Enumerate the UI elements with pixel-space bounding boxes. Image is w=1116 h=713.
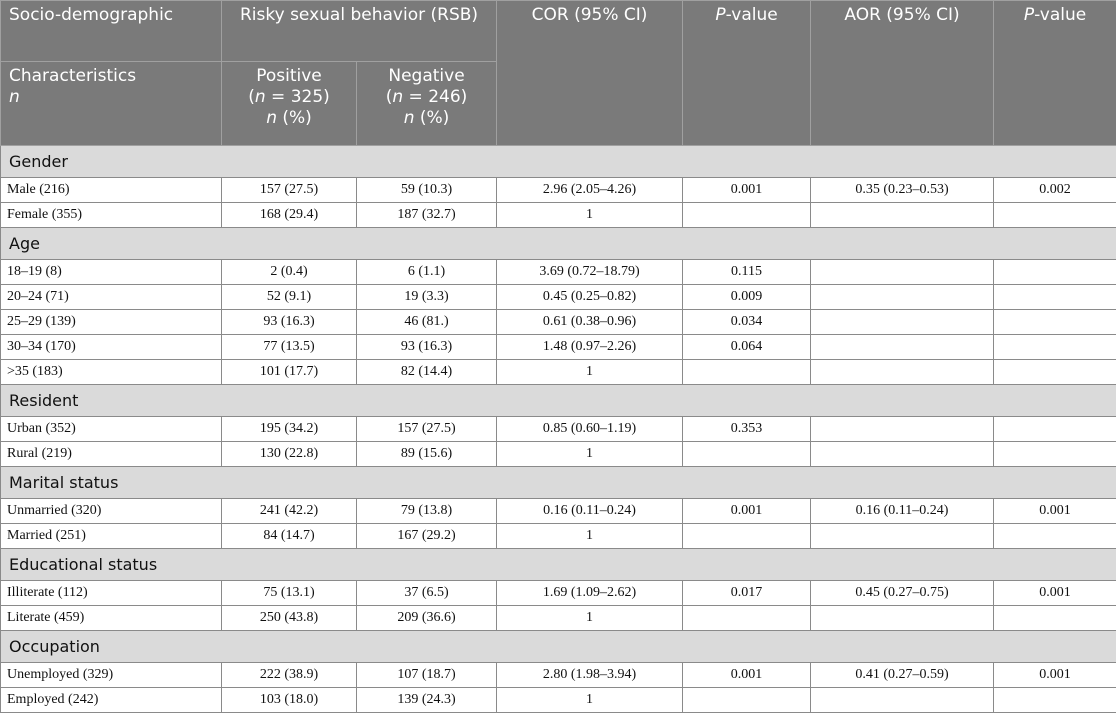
table-cell [683,606,811,631]
table-cell [811,285,994,310]
header-socio-demographic: Socio-demographic [1,1,222,62]
table-cell [994,417,1116,442]
table-cell: 187 (32.7) [357,203,497,228]
table-cell: 79 (13.8) [357,499,497,524]
table-row [1,360,1116,385]
table-cell [994,260,1116,285]
table-row [1,524,1116,549]
table-cell: 1 [497,606,683,631]
row-label: >35 (183) [1,360,222,385]
table-cell: 19 (3.3) [357,285,497,310]
table-cell [994,310,1116,335]
table-cell: 167 (29.2) [357,524,497,549]
table-cell [994,203,1116,228]
header-cor: COR (95% CI) [497,1,683,146]
table-cell: 250 (43.8) [222,606,357,631]
group-label: Occupation [1,631,1116,663]
table-row [1,499,1116,524]
group-label: Educational status [1,549,1116,581]
table-cell: 77 (13.5) [222,335,357,360]
table-cell: 1 [497,524,683,549]
table-cell: 52 (9.1) [222,285,357,310]
table-cell: 139 (24.3) [357,688,497,713]
table-cell: 2.80 (1.98–3.94) [497,663,683,688]
table-row [1,178,1116,203]
row-label: 30–34 (170) [1,335,222,360]
table-cell [994,360,1116,385]
table-cell: 0.001 [994,663,1116,688]
table-cell [994,524,1116,549]
table-cell: 37 (6.5) [357,581,497,606]
table-cell: 1.69 (1.09–2.62) [497,581,683,606]
table-cell: 0.115 [683,260,811,285]
header-characteristics: Characteristics n [1,62,222,146]
group-row [1,549,1116,581]
table-cell [683,360,811,385]
group-label: Gender [1,146,1116,178]
table-cell [994,335,1116,360]
group-label: Marital status [1,467,1116,499]
table-cell: 0.41 (0.27–0.59) [811,663,994,688]
table-cell [994,688,1116,713]
table-cell: 0.064 [683,335,811,360]
table-cell [811,606,994,631]
table-cell: 0.353 [683,417,811,442]
table-cell: 0.034 [683,310,811,335]
table-cell: 157 (27.5) [222,178,357,203]
table-cell: 107 (18.7) [357,663,497,688]
table-cell: 84 (14.7) [222,524,357,549]
table-cell: 209 (36.6) [357,606,497,631]
row-label: Rural (219) [1,442,222,467]
table-cell: 82 (14.4) [357,360,497,385]
table-cell: 0.85 (0.60–1.19) [497,417,683,442]
table-cell: 222 (38.9) [222,663,357,688]
table-cell [683,442,811,467]
row-label: Unmarried (320) [1,499,222,524]
row-label: 20–24 (71) [1,285,222,310]
table-cell: 0.45 (0.27–0.75) [811,581,994,606]
table-header [1,1,1116,146]
table-cell: 0.61 (0.38–0.96) [497,310,683,335]
table-cell [811,310,994,335]
row-label: Literate (459) [1,606,222,631]
table-cell: 46 (81.) [357,310,497,335]
group-label: Resident [1,385,1116,417]
header-p-value-cor: P-value [683,1,811,146]
header-negative: Negative (n = 246) n (%) [357,62,497,146]
table-cell: 0.001 [994,581,1116,606]
table-cell: 241 (42.2) [222,499,357,524]
group-label: Age [1,228,1116,260]
table-cell [811,335,994,360]
table-row [1,285,1116,310]
header-positive: Positive (n = 325) n (%) [222,62,357,146]
group-row [1,228,1116,260]
table-cell: 157 (27.5) [357,417,497,442]
table-row [1,335,1116,360]
table-cell: 1 [497,442,683,467]
group-row [1,146,1116,178]
table-cell: 103 (18.0) [222,688,357,713]
row-label: Married (251) [1,524,222,549]
table-cell [994,285,1116,310]
row-label: Male (216) [1,178,222,203]
table-cell [811,442,994,467]
table-row [1,663,1116,688]
row-label: 18–19 (8) [1,260,222,285]
table-cell: 0.45 (0.25–0.82) [497,285,683,310]
table-row [1,417,1116,442]
table-cell: 89 (15.6) [357,442,497,467]
table-row [1,688,1116,713]
table-cell: 101 (17.7) [222,360,357,385]
table-row [1,442,1116,467]
table-cell: 0.009 [683,285,811,310]
table-cell: 0.001 [683,663,811,688]
row-label: Illiterate (112) [1,581,222,606]
table-cell [811,524,994,549]
header-risky-sexual-behavior: Risky sexual behavior (RSB) [222,1,497,62]
table-cell: 1 [497,360,683,385]
group-row [1,631,1116,663]
table-row [1,310,1116,335]
table-cell: 6 (1.1) [357,260,497,285]
table-cell [811,260,994,285]
table-cell: 1 [497,203,683,228]
table-cell: 93 (16.3) [222,310,357,335]
table-cell: 0.16 (0.11–0.24) [497,499,683,524]
header-p-value-aor: P-value [994,1,1116,146]
table-row [1,606,1116,631]
table-cell: 2.96 (2.05–4.26) [497,178,683,203]
table-row [1,203,1116,228]
table-cell [683,688,811,713]
table-cell: 93 (16.3) [357,335,497,360]
table-cell: 0.017 [683,581,811,606]
table-cell [811,688,994,713]
table-cell [811,360,994,385]
table-row [1,581,1116,606]
row-label: Unemployed (329) [1,663,222,688]
table-row [1,260,1116,285]
table-cell: 0.35 (0.23–0.53) [811,178,994,203]
table-cell: 2 (0.4) [222,260,357,285]
table-cell [994,442,1116,467]
table-cell: 0.002 [994,178,1116,203]
table-cell: 195 (34.2) [222,417,357,442]
table-cell [811,417,994,442]
table-cell: 168 (29.4) [222,203,357,228]
table-cell: 75 (13.1) [222,581,357,606]
table-cell: 0.001 [683,499,811,524]
table-cell: 0.001 [683,178,811,203]
table-cell: 130 (22.8) [222,442,357,467]
table-cell: 59 (10.3) [357,178,497,203]
table-cell [811,203,994,228]
group-row [1,467,1116,499]
header-aor: AOR (95% CI) [811,1,994,146]
table-cell: 0.001 [994,499,1116,524]
table-cell [683,203,811,228]
table-cell: 1.48 (0.97–2.26) [497,335,683,360]
table-body [1,146,1116,713]
group-row [1,385,1116,417]
table-cell: 0.16 (0.11–0.24) [811,499,994,524]
row-label: Employed (242) [1,688,222,713]
table-cell [683,524,811,549]
row-label: Female (355) [1,203,222,228]
row-label: 25–29 (139) [1,310,222,335]
table-cell: 1 [497,688,683,713]
row-label: Urban (352) [1,417,222,442]
table-cell: 3.69 (0.72–18.79) [497,260,683,285]
table-cell [994,606,1116,631]
